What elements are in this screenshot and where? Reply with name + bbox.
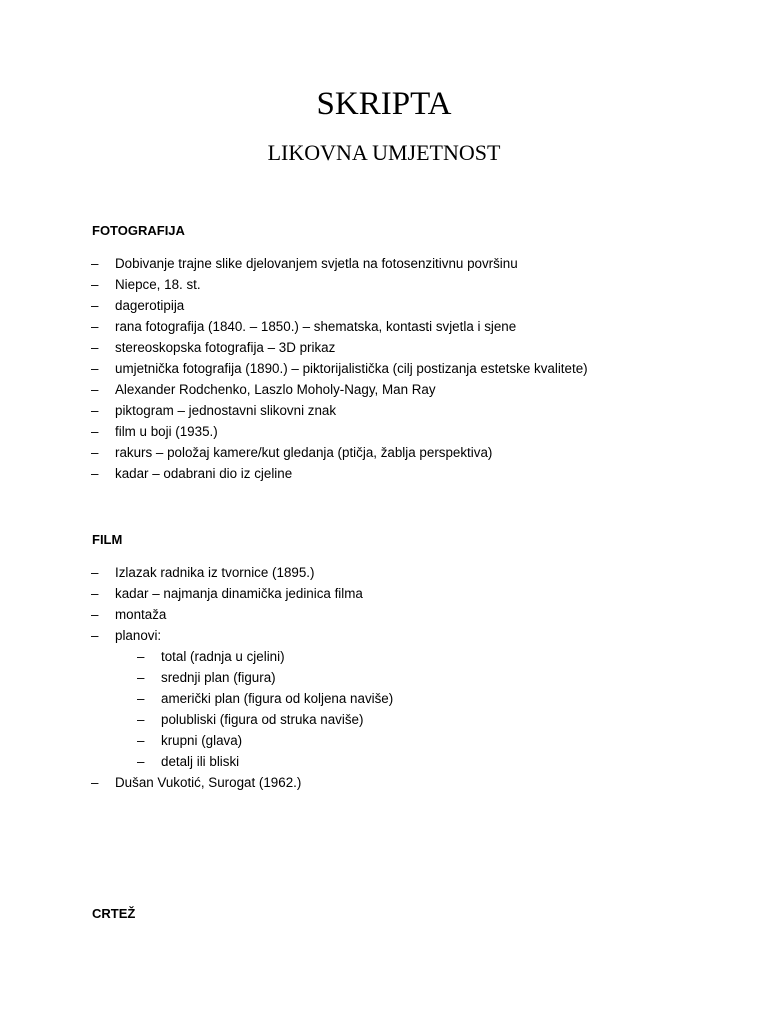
list-item-text: Dobivanje trajne slike djelovanjem svjetla na fotosenzitivnu površinu	[115, 256, 518, 271]
list-item-text: Dušan Vukotić, Surogat (1962.)	[115, 775, 302, 790]
dash-bullet: –	[91, 607, 99, 622]
list-item-text: kadar – najmanja dinamička jedinica filma	[115, 586, 363, 601]
dash-bullet: –	[137, 670, 145, 685]
dash-bullet: –	[91, 298, 99, 313]
dash-bullet: –	[91, 628, 99, 643]
list-item-text: Niepce, 18. st.	[115, 277, 201, 292]
list-item-text: Alexander Rodchenko, Laszlo Moholy-Nagy, Man Ray	[115, 382, 436, 397]
dash-bullet: –	[91, 565, 99, 580]
sub-list-item-text: total (radnja u cjelini)	[161, 649, 285, 664]
dash-bullet: –	[91, 775, 99, 790]
list-item-text: kadar – odabrani dio iz cjeline	[115, 466, 293, 481]
list-item-text: piktogram – jednostavni slikovni znak	[115, 403, 337, 418]
dash-bullet: –	[91, 424, 99, 439]
section-heading-fotografija: FOTOGRAFIJA	[92, 223, 185, 238]
list-item-text: film u boji (1935.)	[115, 424, 218, 439]
section-heading-crtez: CRTEŽ	[92, 906, 136, 921]
dash-bullet: –	[91, 586, 99, 601]
list-item-text: Izlazak radnika iz tvornice (1895.)	[115, 565, 315, 580]
dash-bullet: –	[137, 649, 145, 664]
document-title: SKRIPTA	[316, 86, 452, 122]
section-heading-film: FILM	[92, 532, 123, 547]
dash-bullet: –	[91, 319, 99, 334]
document-subtitle: LIKOVNA UMJETNOST	[267, 140, 501, 165]
sub-list-item-text: srednji plan (figura)	[161, 670, 276, 685]
list-item-text: stereoskopska fotografija – 3D prikaz	[115, 340, 336, 355]
dash-bullet: –	[91, 466, 99, 481]
list-item-text: montaža	[115, 607, 167, 622]
dash-bullet: –	[91, 445, 99, 460]
list-item-text: dagerotipija	[115, 298, 185, 313]
dash-bullet: –	[91, 382, 99, 397]
list-item-text: rakurs – položaj kamere/kut gledanja (ptičja, žablja perspektiva)	[115, 445, 493, 460]
dash-bullet: –	[91, 256, 99, 271]
sub-list-item-text: polubliski (figura od struka naviše)	[161, 712, 364, 727]
dash-bullet: –	[137, 754, 145, 769]
dash-bullet: –	[91, 361, 99, 376]
dash-bullet: –	[91, 277, 99, 292]
list-item-text: rana fotografija (1840. – 1850.) – shematska, kontasti svjetla i sjene	[115, 319, 517, 334]
sub-list-item-text: detalj ili bliski	[161, 754, 240, 769]
dash-bullet: –	[137, 691, 145, 706]
list-item-text: planovi:	[115, 628, 162, 643]
dash-bullet: –	[91, 340, 99, 355]
dash-bullet: –	[137, 712, 145, 727]
list-item-text: umjetnička fotografija (1890.) – piktorijalistička (cilj postizanja estetske kvalitete)	[115, 361, 588, 376]
sub-list-item-text: američki plan (figura od koljena naviše)	[161, 691, 394, 706]
dash-bullet: –	[137, 733, 145, 748]
dash-bullet: –	[91, 403, 99, 418]
sub-list-item-text: krupni (glava)	[161, 733, 243, 748]
